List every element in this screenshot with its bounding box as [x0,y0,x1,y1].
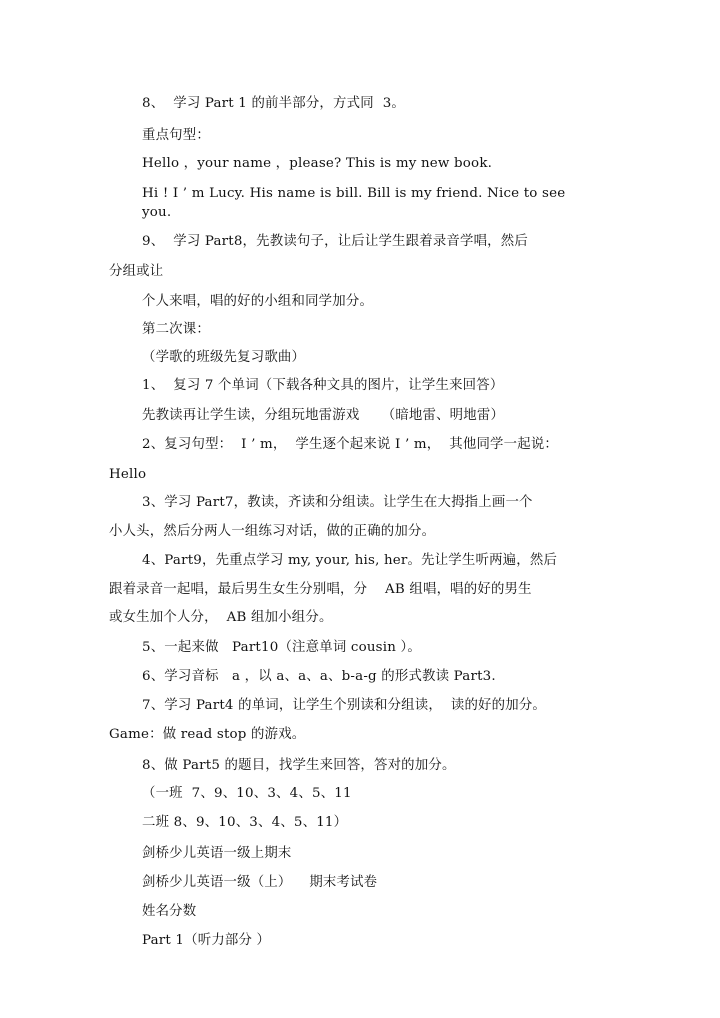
text-line-21: 6、学习音标 a ，以 a、a、a、b-a-g 的形式教读 Part3. [142,669,496,684]
text-line-30: Part 1（听力部分 ） [142,933,271,948]
text-line-29: 姓名分数 [142,904,197,919]
text-line-17: 4、Part9，先重点学习 my, your, his, her。先让学生听两遍，然后 [142,553,558,568]
text-line-26: 二班 8、9、10、3、4、5、11） [142,815,348,830]
text-line-24: 8、做 Part5 的题目，找学生来回答，答对的加分。 [142,758,456,773]
text-line-7: 分组或让 [109,264,164,279]
text-line-23: Game：做 read stop 的游戏。 [109,727,306,742]
text-line-18: 跟着录音一起唱，最后男生女生分别唱，分 AB 组唱，唱的好的男生 [109,582,532,597]
text-line-8: 个人来唱，唱的好的小组和同学加分。 [142,294,374,309]
text-line-22: 7、学习 Part4 的单词，让学生个别读和分组读， 读的好的加分。 [142,698,547,713]
text-line-6: 9、 学习 Part8，先教读句子，让后让学生跟着录音学唱，然后 [142,234,528,249]
text-line-11: 1、 复习 7 个单词（下载各种文具的图片，让学生来回答） [142,378,504,393]
text-line-2: 重点句型： [142,128,210,143]
text-line-15: 3、学习 Part7，教读，齐读和分组读。让学生在大拇指上画一个 [142,495,533,510]
text-line-20: 5、一起来做 Part10（注意单词 cousin ）。 [142,640,421,655]
text-line-19: 或女生加个人分， AB 组加小组分。 [109,610,333,625]
text-line-1: 8、 学习 Part 1 的前半部分，方式同 3。 [142,96,406,111]
text-line-10: （学歌的班级先复习歌曲） [142,350,306,365]
text-line-14: Hello [109,467,147,482]
text-line-25: （一班 7、9、10、3、4、5、11 [142,786,352,801]
text-line-12: 先教读再让学生读，分组玩地雷游戏 （暗地雷、明地雷） [142,408,505,423]
text-line-13: 2、复习句型： I ’ m， 学生逐个起来说 I ’ m， 其他同学一起说： [142,437,559,452]
text-line-27: 剑桥少儿英语一级上期末 [142,846,292,861]
text-line-16: 小人头，然后分两人一组练习对话，做的正确的加分。 [109,524,436,539]
text-line-5: you. [142,205,172,220]
text-line-28: 剑桥少儿英语一级（上） 期末考试卷 [142,875,378,890]
text-line-3: Hello ，your name ，please? This is my new book. [142,156,493,171]
text-line-9: 第二次课： [142,322,210,337]
text-line-4: Hi ! I ’ m Lucy. His name is bill. Bill is my friend. Nice to see [142,186,566,201]
